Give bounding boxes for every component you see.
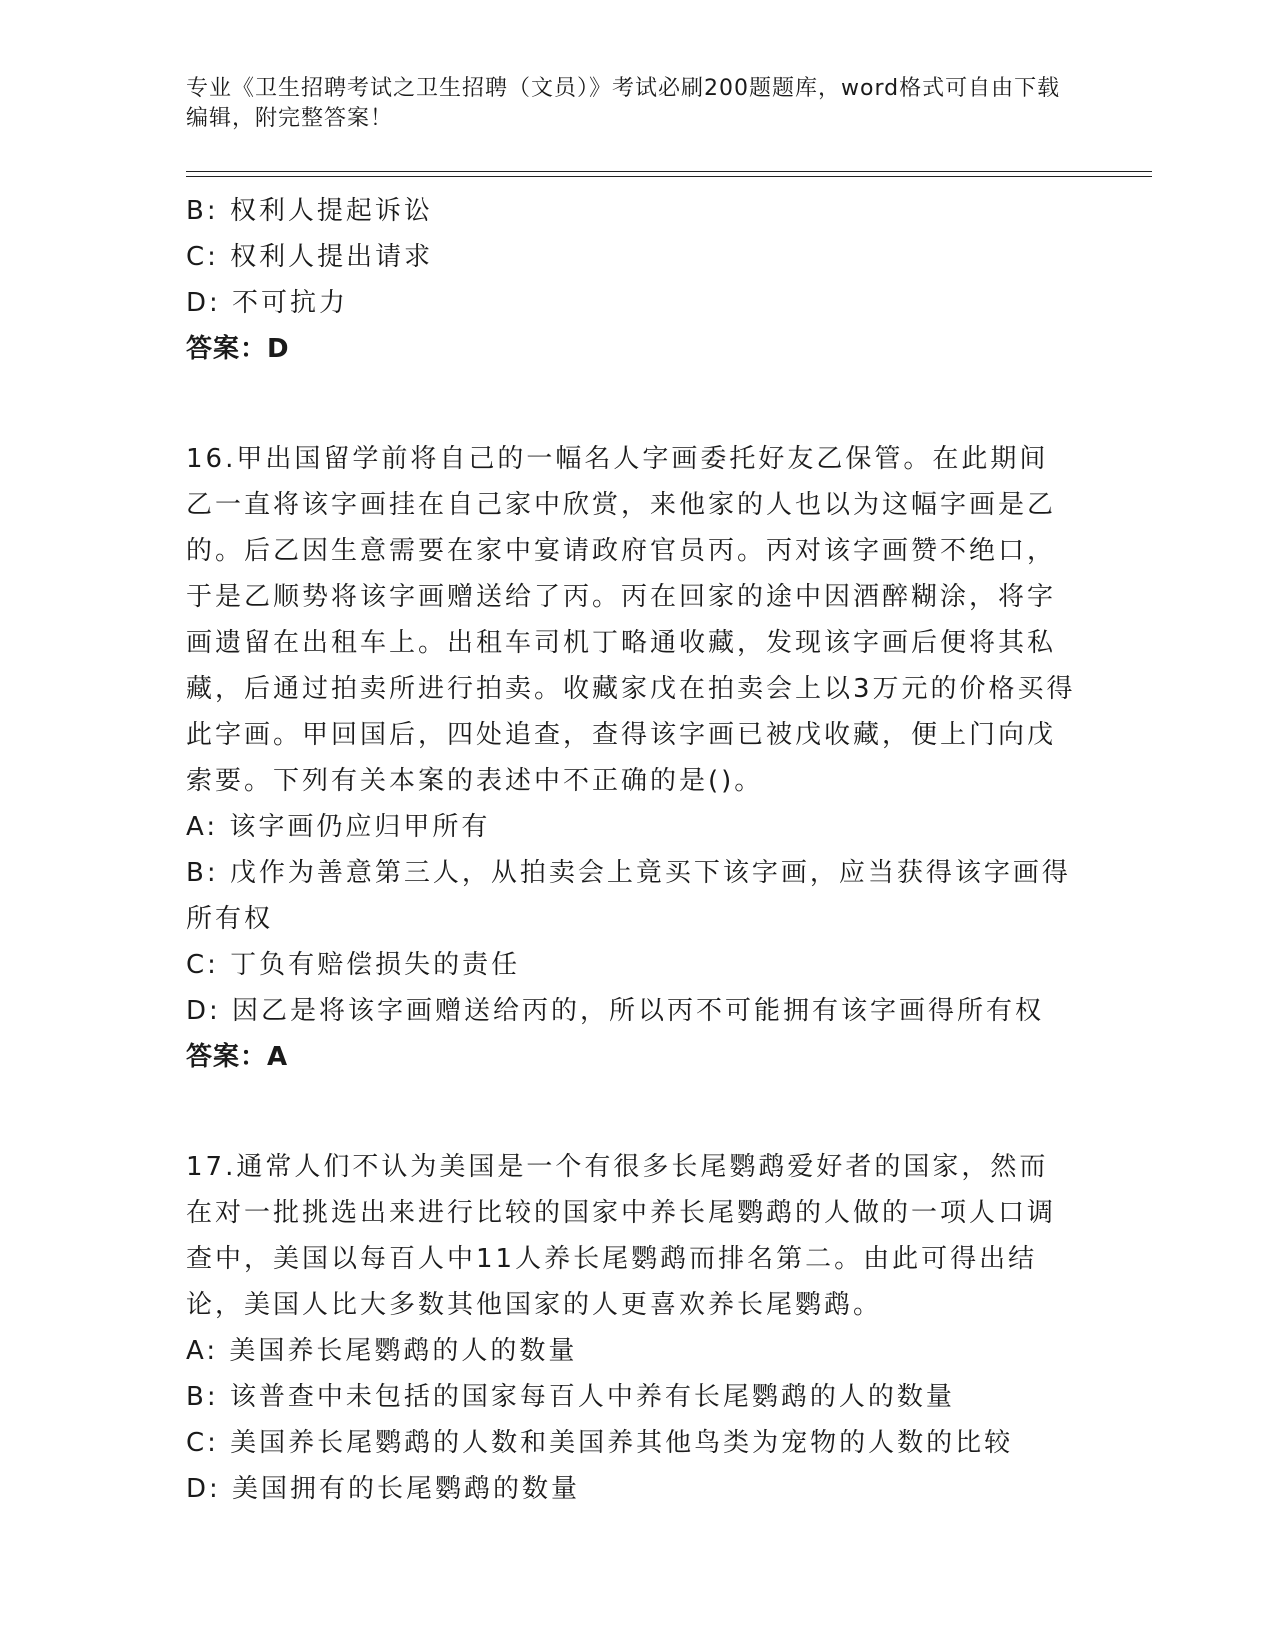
question-17-option-c: C: 美国养长尾鹦鹉的人数和美国养其他鸟类为宠物的人数的比较 [186,1428,1014,1458]
option-b: B: 权利人提起诉讼 [186,196,433,226]
question-16-block [186,436,1076,1080]
document-header: 专业《卫生招聘考试之卫生招聘（文员）》考试必刷200题题库，word格式可自由下载编辑，附完整答案！ [186,76,1061,131]
question-16-text: 16.甲出国留学前将自己的一幅名人字画委托好友乙保管。在此期间乙一直将该字画挂在自己家中欣赏，来他家的人也以为这幅字画是乙的。后乙因生意需要在家中宴请政府官员丙。丙对该字画赞不绝口，于是乙顺势将该字画赠送给了丙。丙在回家的途中因酒醉糊涂，将字画遗留在出租车上。出租车司机丁略通收藏，发现该字画后便将其私藏，后通过拍卖所进行拍卖。收藏家戊在拍卖会上以3万元的价格买得此字画。甲回国后，四处追查，查得该字画已被戊收藏，便上门向戊索要。下列有关本案的表述中不正确的是()。 [186,444,1076,796]
question-17-option-d: D: 美国拥有的长尾鹦鹉的数量 [186,1474,581,1504]
previous-question-block [186,188,1076,372]
header-divider-bottom [186,176,1152,177]
header-divider-top [186,171,1152,172]
question-17-block [186,1144,1076,1512]
question-17-option-a: A: 美国养长尾鹦鹉的人的数量 [186,1336,578,1366]
document-body [186,188,1076,1512]
answer-line: 答案：D [186,334,290,364]
question-16-option-b: B: 戊作为善意第三人，从拍卖会上竟买下该字画，应当获得该字画得所有权 [186,858,1071,934]
question-17-text: 17.通常人们不认为美国是一个有很多长尾鹦鹉爱好者的国家，然而在对一批挑选出来进行比较的国家中养长尾鹦鹉的人做的一项人口调查中，美国以每百人中11人养长尾鹦鹉而排名第二。由此可得出结论，美国人比大多数其他国家的人更喜欢养长尾鹦鹉。 [186,1152,1057,1320]
question-16-option-c: C: 丁负有赔偿损失的责任 [186,950,521,980]
question-16-option-d: D: 因乙是将该字画赠送给丙的，所以丙不可能拥有该字画得所有权 [186,996,1045,1026]
option-d: D: 不可抗力 [186,288,349,318]
question-16-option-a: A: 该字画仍应归甲所有 [186,812,491,842]
question-17-option-b: B: 该普查中未包括的国家每百人中养有长尾鹦鹉的人的数量 [186,1382,955,1412]
option-c: C: 权利人提出请求 [186,242,434,272]
question-16-answer: 答案：A [186,1042,289,1072]
